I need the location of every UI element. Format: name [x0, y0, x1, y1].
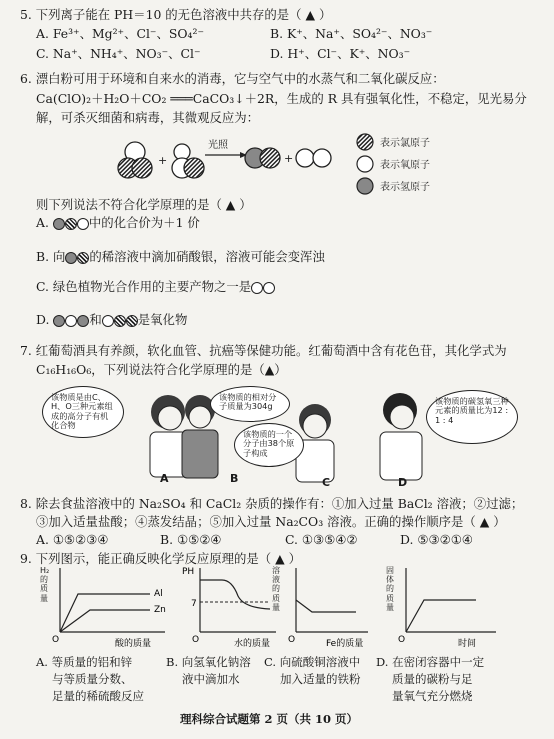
- q7-speech-bubble-a: 该物质是由C、H、O三种元素组成的高分子有机化合物: [42, 386, 124, 438]
- q5-stem: 5. 下列离子能在 PH＝10 的无色溶液中共存的是（ ▲ ）: [20, 7, 332, 22]
- q6-option-a: A. 中的化合价为＋1 价: [36, 215, 200, 230]
- q9-option-c-line2: 加入适量的铁粉: [280, 672, 361, 686]
- q9-option-d-line2: 质量的碳粉与足: [392, 672, 473, 686]
- q9-option-c-line1: C. 向硫酸铜溶液中: [264, 655, 361, 669]
- q6-stem-line1: 6. 漂白粉可用于环境和自来水的消毒，它与空气中的水蒸气和二氧化碳反应：: [20, 71, 445, 86]
- q7-stem-line1: 7. 红葡萄酒具有养颜，软化血管、抗癌等保健功能。红葡萄酒中含有花色苷，其化学式为: [20, 343, 507, 358]
- svg-text:Fe的质量: Fe的质量: [326, 639, 364, 649]
- q9-option-a-line3: 足量的稀硫酸反应: [52, 689, 144, 703]
- q5-option-d: D. H⁺、Cl⁻、K⁺、NO₃⁻: [270, 46, 411, 61]
- q6-option-d: D. 和 是氧化物: [36, 312, 188, 327]
- q8-option-b: B. ①⑤②④: [160, 532, 222, 547]
- q9-option-b-line2: 液中滴加水: [182, 672, 240, 686]
- q5-option-c: C. Na⁺、NH₄⁺、NO₃⁻、Cl⁻: [36, 46, 201, 61]
- q9-graph-d-ylabel: 固体的质量: [386, 566, 394, 612]
- q6-option-b: B. 向 的稀溶液中滴加硝酸银，溶液可能会变浑浊: [36, 249, 325, 264]
- chlorine-atom-icon: [114, 315, 126, 327]
- q8-stem-line2: ③加入适量盐酸；④蒸发结晶；⑤加入过量 Na₂CO₃ 溶液。正确的操作顺序是（ ▲ ）: [36, 514, 506, 529]
- q9-option-a-line1: A. 等质量的铝和锌: [36, 655, 133, 669]
- q9-graph-d: [386, 566, 516, 650]
- child-d-figure: [380, 393, 422, 480]
- q9-graph-a: [40, 566, 170, 650]
- oxygen-atom-icon: [251, 282, 263, 294]
- solution-mass-line: [296, 600, 356, 612]
- svg-text:Al: Al: [154, 589, 163, 599]
- q8-option-d: D. ⑤③②①④: [400, 532, 473, 547]
- svg-text:Zn: Zn: [154, 605, 166, 615]
- plus-sign-1: +: [158, 154, 168, 167]
- q7-label-a: A: [160, 472, 169, 485]
- svg-text:表示氧原子: 表示氧原子: [380, 160, 430, 171]
- oxygen-atom-icon: [263, 282, 275, 294]
- oxygen-atom-icon: [65, 315, 77, 327]
- oxygen-atom-icon: [77, 218, 89, 230]
- hydrogen-atom-icon: [53, 218, 65, 230]
- svg-text:表示氯原子: 表示氯原子: [380, 138, 430, 149]
- plus-sign-2: +: [284, 152, 294, 165]
- chlorine-atom-icon: [126, 315, 138, 327]
- oxygen-atom-icon: [102, 315, 114, 327]
- svg-text:时间: 时间: [458, 639, 477, 649]
- q9-graph-b: [180, 566, 280, 650]
- svg-text:7: 7: [191, 599, 197, 609]
- series-zn-line: [60, 610, 150, 632]
- svg-text:水的质量: 水的质量: [234, 639, 271, 649]
- hydrogen-atom-icon: [65, 252, 77, 264]
- svg-text:O: O: [398, 635, 406, 645]
- q7-stem-line2: C₁₆H₁₆O₆，下列说法符合化学原理的是（▲）: [36, 362, 287, 377]
- q6-option-c: C. 绿色植物光合作用的主要产物之一是: [36, 279, 275, 295]
- q9-graph-c: [276, 566, 376, 650]
- q6-micro-reaction-diagram: [90, 130, 530, 200]
- q5-option-a: A. Fe³⁺、Mg²⁺、Cl⁻、SO₄²⁻: [36, 26, 204, 41]
- q6-legend: [357, 134, 430, 194]
- product-molecule-2: [296, 149, 331, 167]
- q7-speech-bubble-b: 该物质的相对分子质量为304g: [210, 386, 290, 422]
- svg-text:O: O: [52, 635, 60, 645]
- hydrogen-atom-icon: [77, 315, 89, 327]
- q7-speech-bubble-d: 该物质的碳氢氧三种元素的质量比为12 : 1 : 4: [426, 390, 518, 444]
- chlorine-atom-icon: [65, 218, 77, 230]
- q6-ask: 则下列说法不符合化学原理的是（ ▲ ）: [36, 197, 252, 212]
- q8-option-c: C. ①③⑤④②: [285, 532, 358, 547]
- q9-option-a-line2: 与等质量分数、: [52, 672, 133, 686]
- reactant-molecule-2: [172, 144, 204, 178]
- q8-option-a: A. ①⑤②③④: [36, 532, 109, 547]
- svg-text:PH: PH: [182, 567, 195, 577]
- q6-stem-line2: Ca(ClO)₂＋H₂O＋CO₂ ═══CaCO₃↓＋2R，生成的 R 具有强氧化性，不稳定，见光易分: [36, 91, 527, 106]
- solid-mass-line: [406, 600, 476, 632]
- q8-stem-line1: 8. 除去食盐溶液中的 Na₂SO₄ 和 CaCl₂ 杂质的操作有：①加入过量 BaCl₂ 溶液；②过滤；: [20, 496, 524, 511]
- q7-speech-bubble-c: 该物质的一个分子由38个原子构成: [234, 423, 304, 467]
- series-al-line: [60, 594, 150, 632]
- q9-graph-c-ylabel: 溶液的质量: [272, 566, 280, 612]
- svg-text:酸的质量: 酸的质量: [115, 639, 152, 649]
- svg-text:表示氢原子: 表示氢原子: [380, 182, 430, 193]
- chlorine-atom-icon: [77, 252, 89, 264]
- q9-option-d-line3: 量氧气充分燃烧: [392, 689, 473, 703]
- reactant-molecule-1: [118, 142, 152, 178]
- page-footer: 理科综合试题第 2 页（共 10 页）: [180, 712, 359, 726]
- light-label: 光照: [208, 140, 228, 151]
- q7-label-b: B: [230, 472, 239, 485]
- hydrogen-atom-icon: [53, 315, 65, 327]
- product-molecule-1: [245, 148, 280, 168]
- q7-label-d: D: [398, 476, 408, 489]
- q9-graph-a-ylabel: H₂的质量: [40, 566, 50, 603]
- q5-option-b: B. K⁺、Na⁺、SO₄²⁻、NO₃⁻: [270, 26, 433, 41]
- q9-option-d-line1: D. 在密闭容器中一定: [376, 655, 485, 669]
- q7-label-c: C: [322, 476, 331, 489]
- q9-option-b-line1: B. 向氢氧化钠溶: [166, 655, 251, 669]
- q6-stem-line3: 解，可杀灭细菌和病毒，其微观反应为：: [36, 110, 260, 125]
- q9-stem: 9. 下列图示，能正确反映化学反应原理的是（ ▲ ）: [20, 551, 301, 566]
- svg-text:O: O: [192, 635, 200, 645]
- ph-curve: [200, 580, 270, 609]
- svg-text:O: O: [288, 635, 296, 645]
